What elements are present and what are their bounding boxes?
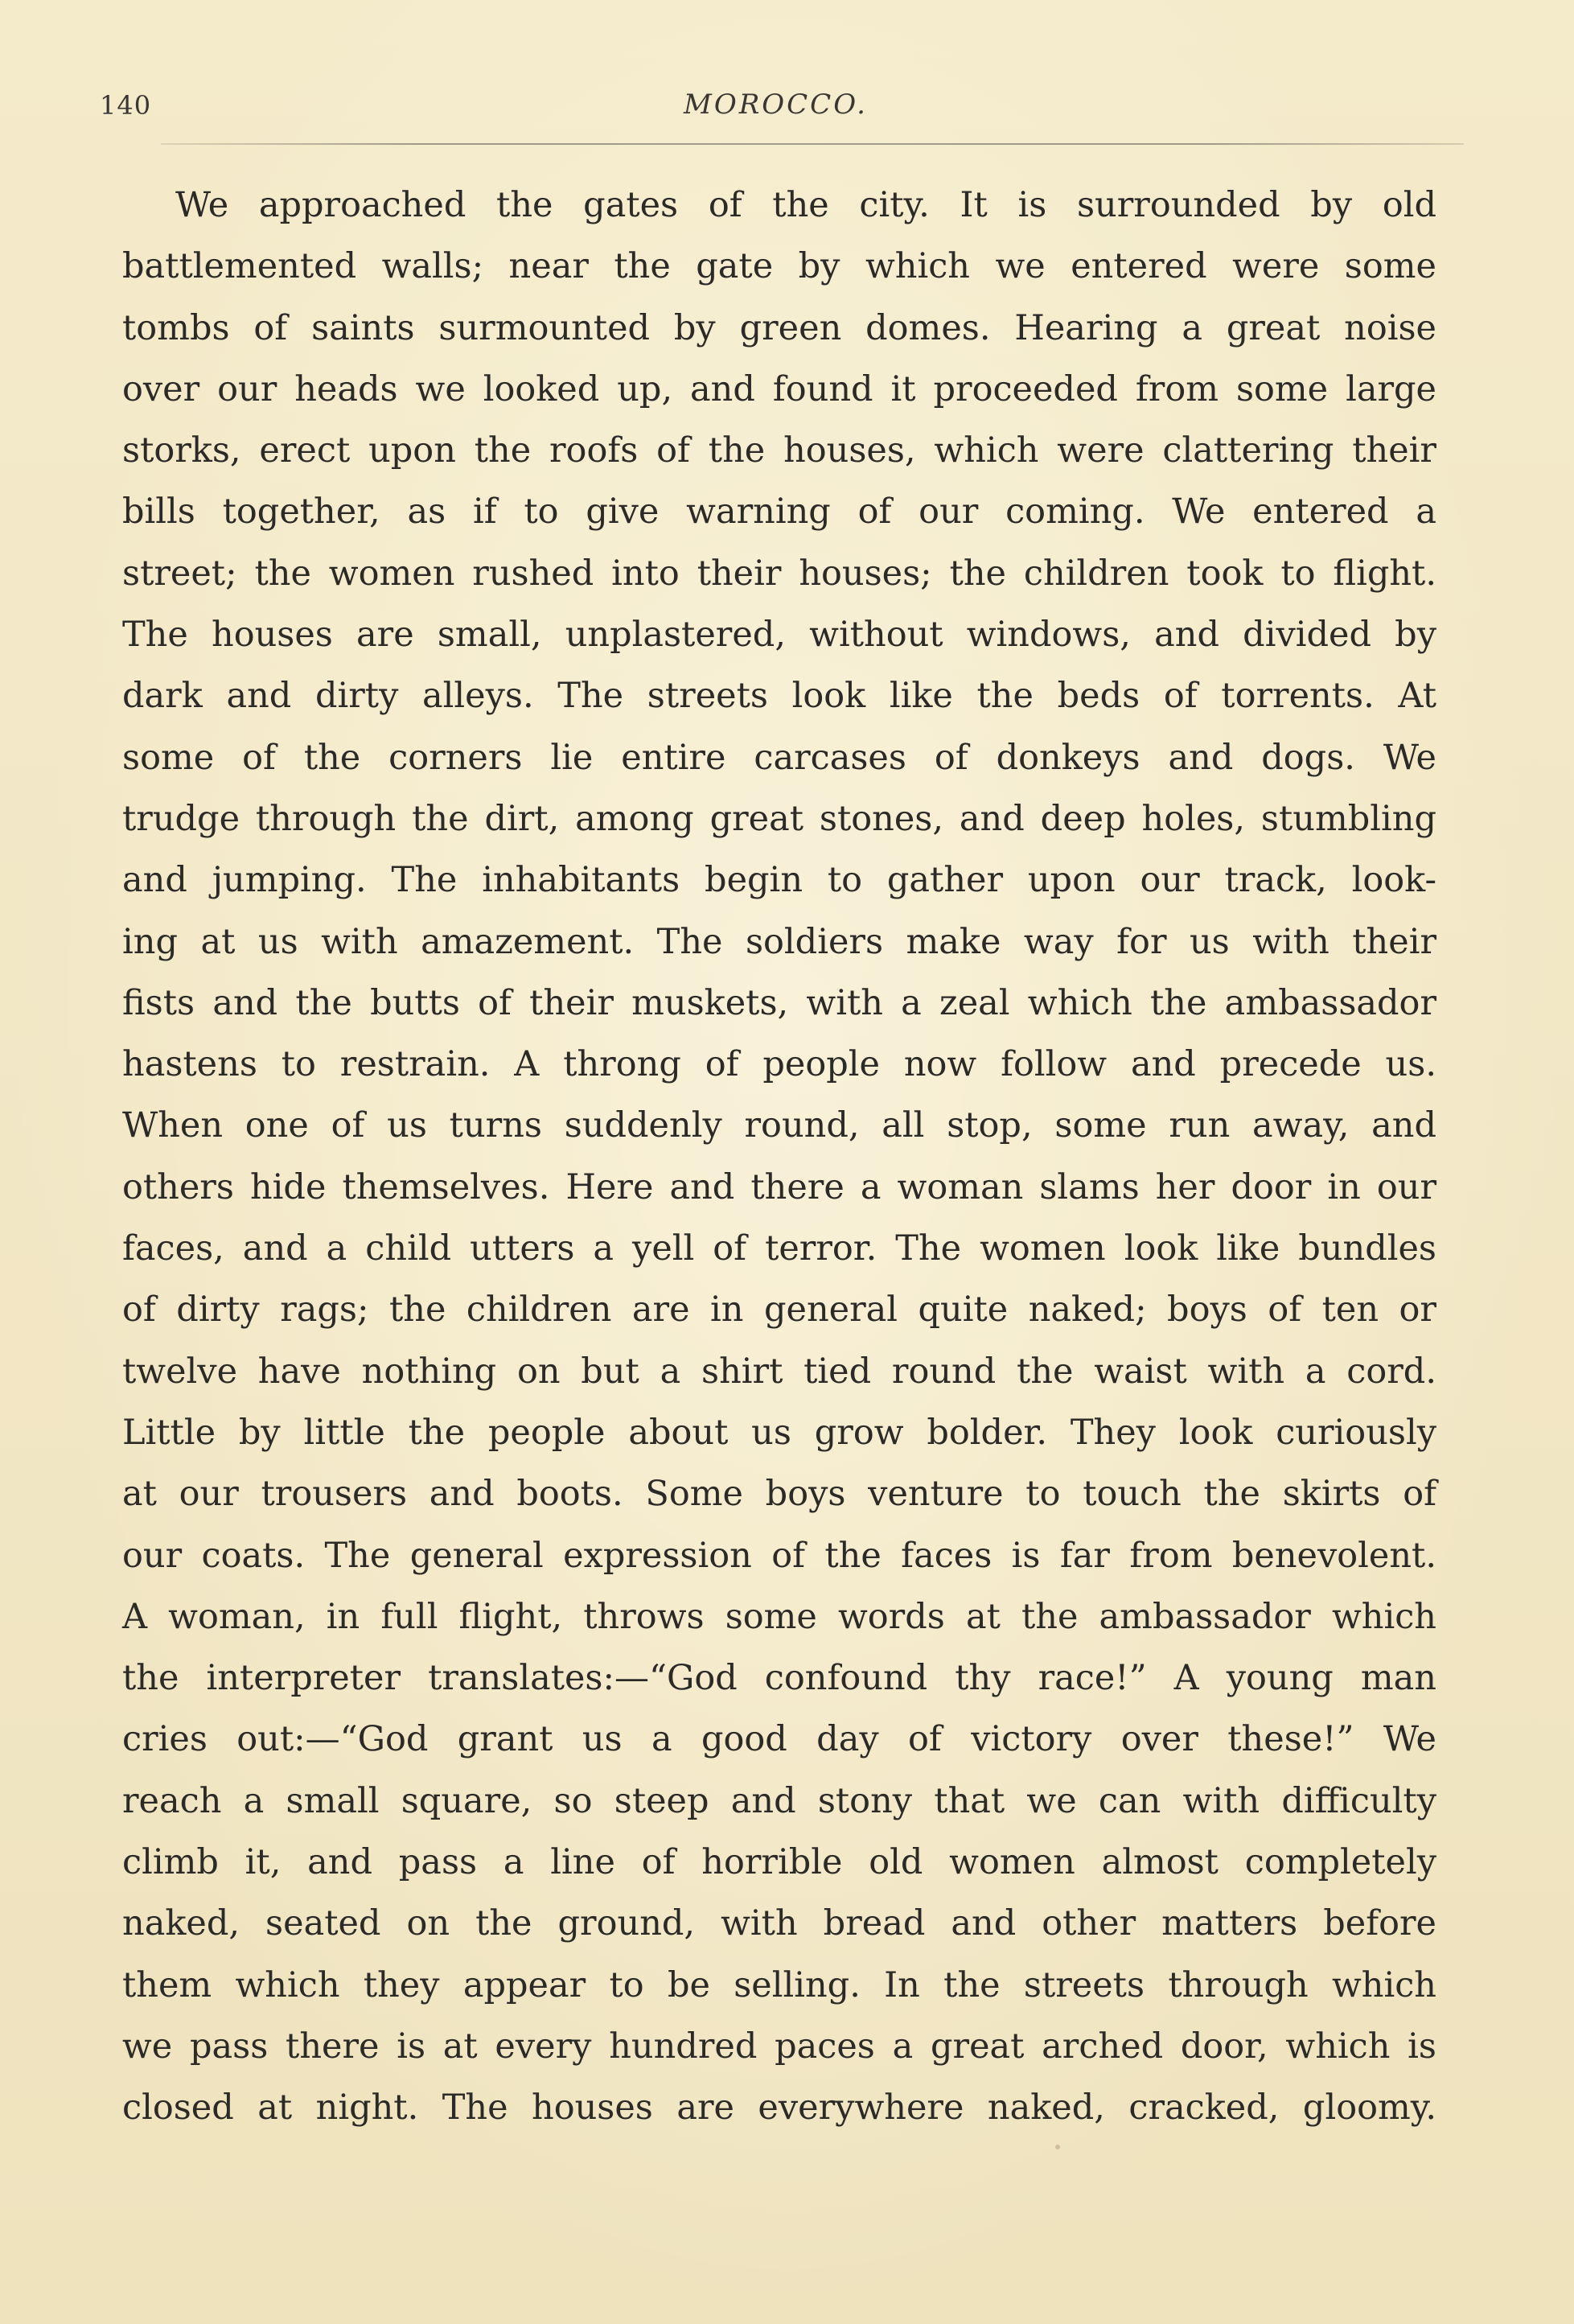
text-line: over our heads we looked up, and found it proceeded from some large (122, 368, 1436, 409)
text-line: tombs of saints surmounted by green domes. Hearing a great noise (122, 307, 1436, 348)
text-line: trudge through the dirt, among great stones, and deep holes, stumbling (122, 798, 1436, 839)
text-line: reach a small square, so steep and stony that we can with difficulty (122, 1780, 1436, 1821)
text-line: battlemented walls; near the gate by which we entered were some (122, 246, 1436, 287)
paper-speck (449, 951, 451, 953)
paper-speck (1055, 2145, 1060, 2149)
text-line: climb it, and pass a line of horrible old women almost completely (122, 1842, 1436, 1883)
text-line: closed at night. The houses are everywhere naked, cracked, gloomy. (122, 2087, 1436, 2129)
text-line: fists and the butts of their muskets, with a zeal which the ambassador (122, 982, 1436, 1023)
text-line: We approached the gates of the city. It is surrounded by old (175, 185, 1436, 225)
text-line: our coats. The general expression of the faces is far from benevolent. (122, 1535, 1436, 1576)
text-line: bills together, as if to give warning of our coming. We entered a (122, 492, 1436, 533)
text-line: Little by little the people about us grow bolder. They look curiously (122, 1412, 1436, 1453)
text-line: them which they appear to be selling. In the streets through which (122, 1964, 1436, 2005)
text-line: The houses are small, unplastered, without windows, and divided by (122, 615, 1436, 656)
text-line: the interpreter translates:—“God confound thy race!” A young man (122, 1658, 1436, 1699)
text-line: storks, erect upon the roofs of the houses, which were clattering their (122, 430, 1436, 471)
text-line: we pass there is at every hundred paces a great arched door, which is (122, 2026, 1436, 2067)
text-line: some of the corners lie entire carcases of donkeys and dogs. We (122, 737, 1436, 778)
text-line: street; the women rushed into their houses; the children took to flight. (122, 553, 1436, 594)
text-line: naked, seated on the ground, with bread and other matters before (122, 1903, 1436, 1944)
text-line: ing at us with amazement. The soldiers make way for us with their (122, 921, 1436, 962)
running-title: MOROCCO. (684, 88, 868, 121)
text-line: of dirty rags; the children are in general quite naked; boys of ten or (122, 1290, 1436, 1331)
text-line: twelve have nothing on but a shirt tied round the waist with a cord. (122, 1351, 1436, 1392)
text-line: at our trousers and boots. Some boys venture to touch the skirts of (122, 1474, 1436, 1515)
text-line: hastens to restrain. A throng of people now follow and precede us. (122, 1044, 1436, 1085)
body-paragraph (122, 175, 1436, 2139)
text-line: faces, and a child utters a yell of terror. The women look like bundles (122, 1228, 1436, 1269)
text-line: dark and dirty alleys. The streets look like the beds of torrents. At (122, 676, 1436, 717)
header-rule (161, 143, 1464, 145)
page-number: 140 (100, 90, 152, 121)
text-line: A woman, in full flight, throws some words at the ambassador which (122, 1596, 1436, 1637)
text-line: cries out:—“God grant us a good day of victory over these!” We (122, 1719, 1436, 1760)
text-line: When one of us turns suddenly round, all stop, some run away, and (122, 1105, 1436, 1146)
text-line: and jumping. The inhabitants begin to gather upon our track, look- (122, 860, 1436, 901)
text-line: others hide themselves. Here and there a woman slams her door in our (122, 1166, 1436, 1207)
